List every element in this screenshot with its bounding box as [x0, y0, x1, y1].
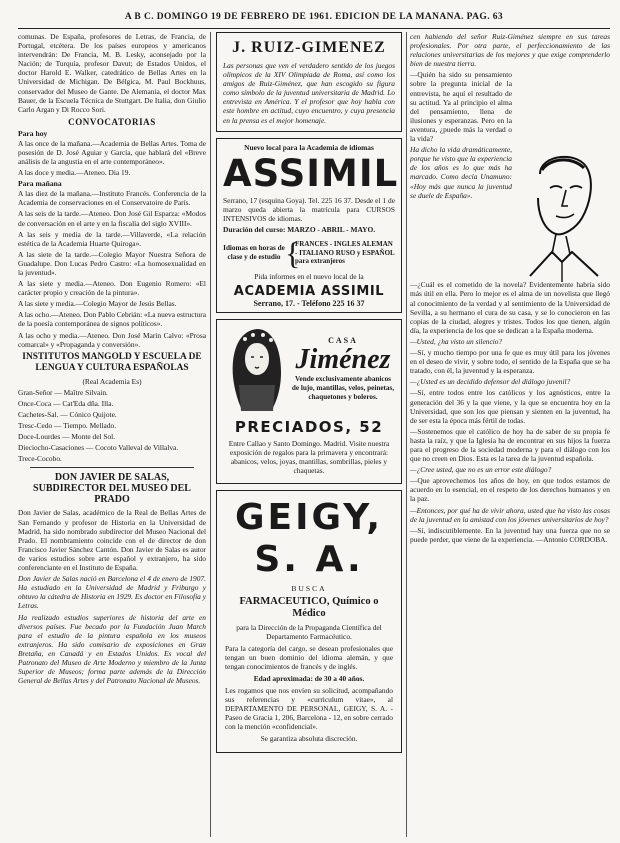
ruiz-gimenez-text: Las personas que ven el verdadero sentido de los juegos olímpicos de la XIV Olimpiada de Roma, así como los amigos de Ruiz-Giménez, que han escogido su figura como símbolo de la juventud universitaria de Madrid. Lo entrevista en América. Y el profesor que hoy habla con este hombre en actitud, cuyo encuentro, y cuya presencia en la prensa es el mejor homenaje. — [223, 61, 395, 125]
jimenez-logo-wrap — [291, 336, 395, 401]
assimil-logo: ASSIMIL — [223, 151, 399, 195]
caricature-block — [410, 70, 610, 280]
jimenez-ad — [216, 319, 402, 483]
separator — [30, 467, 194, 468]
jimenez-casa: CASA — [328, 336, 358, 346]
interview-question: —Entonces, por qué ha de vivir ahora, usted que ha visto las cosas de la juventud en la amistad con los jóvenes universitarios de hoy? — [410, 505, 610, 524]
interview-paragraph: —Sí, y mucho tiempo por una fe que es muy útil para los jóvenes en el deseo de vivir, y sobre todo, el sentido de la España que se ha tratado, con él, la juventud y la esperanza. — [410, 348, 610, 376]
schedule-item: Tresc-Cedo — Tiempo. Mellado. — [18, 421, 117, 431]
schedule-item: Once-Coca — Cat'Eda dña. Illa. — [18, 398, 114, 408]
geigy-role: FARMACEUTICO, Químico o Médico — [239, 595, 379, 619]
schedule-item: Gran-Señor — Maître Silvain. — [18, 387, 108, 397]
column-divider — [210, 32, 211, 837]
convocatorias-title: CONVOCATORIAS — [68, 116, 156, 127]
interview-question: —¿Cree usted, que no es un error este diálogo? — [410, 465, 552, 475]
para-hoy-label: Para hoy — [18, 128, 48, 138]
salas-paragraph: Ha realizado estudios superiores de historia del arte en diversos países. Fue becado por la Fundación Juan March para el estudio de la pintura española en los museos extranjeros. Ha sido comisario de exposiciones en Gran Bretaña, en Canadá y en Estados Unidos. Es vocal del Patronato del Museo de Arte Moderno y miembro de la Junta Superior de Museos; forma parte además de la Dirección General de Bellas Artes y del Patronato Nacional de Museos. — [18, 612, 206, 686]
course-list — [223, 235, 395, 272]
geigy-logo: GEIGY, S. A. — [234, 496, 384, 580]
event-item: A las ocho y media.—Ateneo. Don José Marín Calvo: «Prosa comarcal» y «Propaganda y conversión». — [18, 330, 206, 349]
interview-paragraph: —Que aprovechemos los años de hoy, en que todos estamos de acuerdo en lo esencial, en el respeto de los derechos humanos y en la paz. — [410, 476, 610, 504]
academia-name: ACADEMIA ASSIMIL — [233, 284, 385, 300]
event-item: A las seis y media de la tarde.—Villaverde, «La relación estética de la Academia Huarte Quiroga». — [18, 229, 206, 248]
event-item: A las siete y media.—Colegio Mayor de Jesús Bellas. — [18, 299, 177, 309]
salas-paragraph: Don Javier de Salas, académico de la Real de Bellas Artes de San Fernando y profesor de Historia en la Universidad de Madrid, ha sido nombrado subdirector del Museo Nacional del Prado. El nombramiento coincide con el de director de don Francisco Javier Sánchez Cantón. Don Javier de Salas es autor de varios estudios sobre arte español y extranjero, ha sido conferenciante en el Instituto de España. — [18, 508, 206, 573]
geigy-text: Se garantiza absoluta discreción. — [260, 734, 358, 744]
institutos-title: INSTITUTOS MANGOLD Y ESCUELA DE LENGUA Y CULTURA ESPAÑOLAS — [22, 351, 202, 373]
course-left: Idiomas en horas de clase y de estudio — [223, 244, 285, 262]
interview-question: —Usted, ¿ha visto un silencio? — [410, 336, 503, 346]
assimil-info: Pida informes en el nuevo local de la — [254, 272, 364, 282]
para-manana-label: Para mañana — [18, 179, 62, 189]
event-item: A las siete y media.—Ateneo. Don Eugenio Romero: «El carácter propio y creación de la pintura». — [18, 279, 206, 298]
schedule-item: Cachetes-Sal. — Cónico Quijote. — [18, 410, 117, 419]
ruiz-gimenez-title: J. RUIZ-GIMENEZ — [232, 39, 386, 56]
interview-paragraph: —Sostenemos que el católico de hoy ha de saber de su propia fe hasta la raíz, y que la Iglesia ha de encontrar en sus hijos la fuerza para el progreso de la sociedad moderna y para el diálogo con los que no creen en Dios. Esta es la tarea de la juventud española. — [410, 426, 610, 464]
geigy-ad — [216, 490, 402, 754]
interview-paragraph: —Sí, indiscutiblemente. En la juventud hay una fuerza que no se puede perder, que viene de la experiencia. —Antonio CORDOBA. — [410, 525, 610, 544]
institutos-subtitle: (Real Academia Es) — [82, 376, 142, 386]
interview-paragraph: —¿Cuál es el cometido de la novela? Evidentemente habría sido más útil en ella. Pero lo mejor es el alma de un novelista que llegó al conocimiento de la verdad y al sentimiento de la Universidad de Sevilla, a su hermano el cura de su casa, y se lo conocieron en las copias de la ciudad, alegres y tristes. Todos los que tienen, algún día, la experiencia de los que se dedican a la España moderna. — [410, 280, 610, 335]
geigy-text: Les rogamos que nos envíen su solicitud, acompañando sus referencias y «curriculum vitae», al DEPARTAMENTO DE PERSONAL, GEIGY, S. A. - Paseo de Gracia 1, 206, Barcelona - 12, en sobre cerrado con la mención «confidencial». — [225, 685, 393, 732]
event-item: A las doce y media.—Ateneo. Dia 19. — [18, 168, 131, 178]
event-item: A las once de la mañana.—Academia de Bellas Artes. Toma de posesión de D. José Aguiar y García, que hablará del «Breve análisis de la angustia en el arte contemporáneo». — [18, 138, 206, 167]
salas-headline: DON JAVIER DE SALAS, SUBDIRECTOR DEL MUSEO DEL PRADO — [33, 472, 191, 506]
schedule-item: Trece-Cocobo. — [18, 454, 62, 464]
assimil-ad — [216, 138, 402, 313]
header-rule — [18, 28, 610, 29]
geigy-text: Para la categoría del cargo, se desean profesionales que tengan un buen dominio del idioma alemán, y que tengan conocimientos de francés y de inglés. — [225, 643, 393, 671]
assimil-duration: Duración del curso: MARZO - ABRIL - MAYO. — [223, 224, 376, 234]
column-right — [410, 32, 610, 837]
geigy-text: para la Dirección de la Propaganda Científica del Departamento Farmacéutico. — [236, 622, 382, 641]
jimenez-top — [223, 325, 395, 413]
interview-paragraph: Ha dicho la vida dramáticamente, porque he visto que la experiencia de los años es lo que más ha marcado. Como decía Unamuno: «Hoy más que nunca la juventud se duele de España». — [410, 145, 512, 200]
page-header: A B C. DOMINGO 19 DE FEBRERO DE 1961. EDICION DE LA MAÑANA. PAG. 63 — [124, 12, 504, 22]
event-item: A las ocho.—Ateneo. Don Pablo Cebrián: «La nueva estructura de la poesía contemporánea de signos políticos». — [18, 310, 206, 329]
brace-icon: { — [285, 235, 301, 272]
woman-mantilla-illustration — [223, 325, 291, 413]
jimenez-address: PRECIADOS, 52 — [234, 418, 384, 437]
jimenez-tagline: Vende exclusivamente abanicos de lujo, mantillas, velos, peinetas, chaquetones y boleros. — [291, 375, 395, 402]
interview-paragraph: —Quién ha sido su pensamiento sobre la pregunta inicial de la entrevista, he aquí el resultado de su actitud. Ya al principio el alma del pensamiento, llena de ilusiones y esperanzas. Pero en la aventura, ¿puede más la verdad o la vida? — [410, 70, 512, 144]
column-left — [18, 32, 206, 837]
event-item: A las seis de la tarde.—Ateneo. Don José Gil Esparza: «Modos de conversación en el arte y en la fiscalía del siglo XVIII». — [18, 209, 206, 228]
jimenez-logo: Jiménez — [295, 344, 391, 376]
jimenez-note: Entre Callao y Santo Domingo. Madrid. Visite nuestra exposición de regalos para la primavera y encontrará: abanicos, velos, joyas, mantillas, sombrillas, pieles y chaquetas. — [228, 439, 390, 476]
interview-paragraph: —Sí, entre todos entre los católicos y los agnósticos, entre la generación del 36 y la que viene, y la que se encuentra hoy en la Universidad, que son los que piensan y sienten en la juventud, ha de ser esta la época más fértil de todas. — [410, 388, 610, 425]
schedule-item: Doce-Lourdes — Monte del Sol. — [18, 432, 116, 442]
interview-question: —¿Usted es un decidido defensor del diálogo juvenil? — [410, 377, 571, 387]
interview-paragraph: cen habiendo del señor Ruiz-Giménez siempre en sus tareas profesionales. Por otra parte, el perfeccionamiento de las relaciones universitarias de los mejores y que exige comprenderlo bien de nuestra tierra. — [410, 32, 610, 69]
geigy-busca: BUSCA — [291, 583, 327, 593]
ruiz-gimenez-box — [216, 32, 402, 132]
assimil-text: Serrano, 17 (esquina Goya). Tel. 225 16 37. Desde el 1 de marzo queda abierta la matrícula para CURSOS INTENSIVOS de idiomas. — [223, 195, 395, 223]
event-item: A las diez de la mañana.—Instituto Francés. Conferencia de la Academia de conservaciones en el Conservatoire de París. — [18, 189, 206, 208]
column-divider — [406, 32, 407, 837]
course-right: FRANCES - INGLES ALEMAN - ITALIANO RUSO y ESPAÑOL para extranjeros — [295, 240, 395, 266]
schedule-item: Dieciocho-Casaciones — Cocoto Valleval de Villalva. — [18, 443, 179, 453]
academia-address: Serrano, 17. - Teléfono 225 16 37 — [253, 299, 365, 309]
geigy-age: Edad aproximada: de 30 a 40 años. — [253, 673, 365, 683]
caricature-illustration — [510, 144, 610, 284]
column-center — [216, 32, 402, 837]
assimil-pre: Nuevo local para la Academia de idiomas — [244, 142, 374, 152]
event-item: A las siete de la tarde.—Colegio Mayor Nuestra Señora de Guadalupe. Don Lucas Pedro Castro: «La homosexualidad en la juventud». — [18, 249, 206, 277]
salas-paragraph: Don Javier de Salas nació en Barcelona el 4 de enero de 1907. Ha estudiado en la Universidad de Madrid y Friburgo y obtuvo la cátedra de Historia en 1929. Es doctor en Filosofía y Letras. — [18, 574, 206, 611]
intro-paragraph: comunas. De España, profesores de Letras, de Francia, de Portugal, etcétera. De los países europeos y americanos intervendrán: De Francia, M. B. Lesky, aconsejado por la Nación; de Turquía, profesor Davut; de Estados Unidos, el doctor Harold E. Walker, catedrático de Bellas Artes en la Universidad de Michigan. De Bélgica, M. Paul Bockhuus, conservador del Museo de Gante. De Alemania, el doctor Max Bauer, de la Escuela Técnica de Stuttgart. De Italia, don Giulio Carlo Argan y Di Rocco Sori. — [18, 32, 206, 114]
